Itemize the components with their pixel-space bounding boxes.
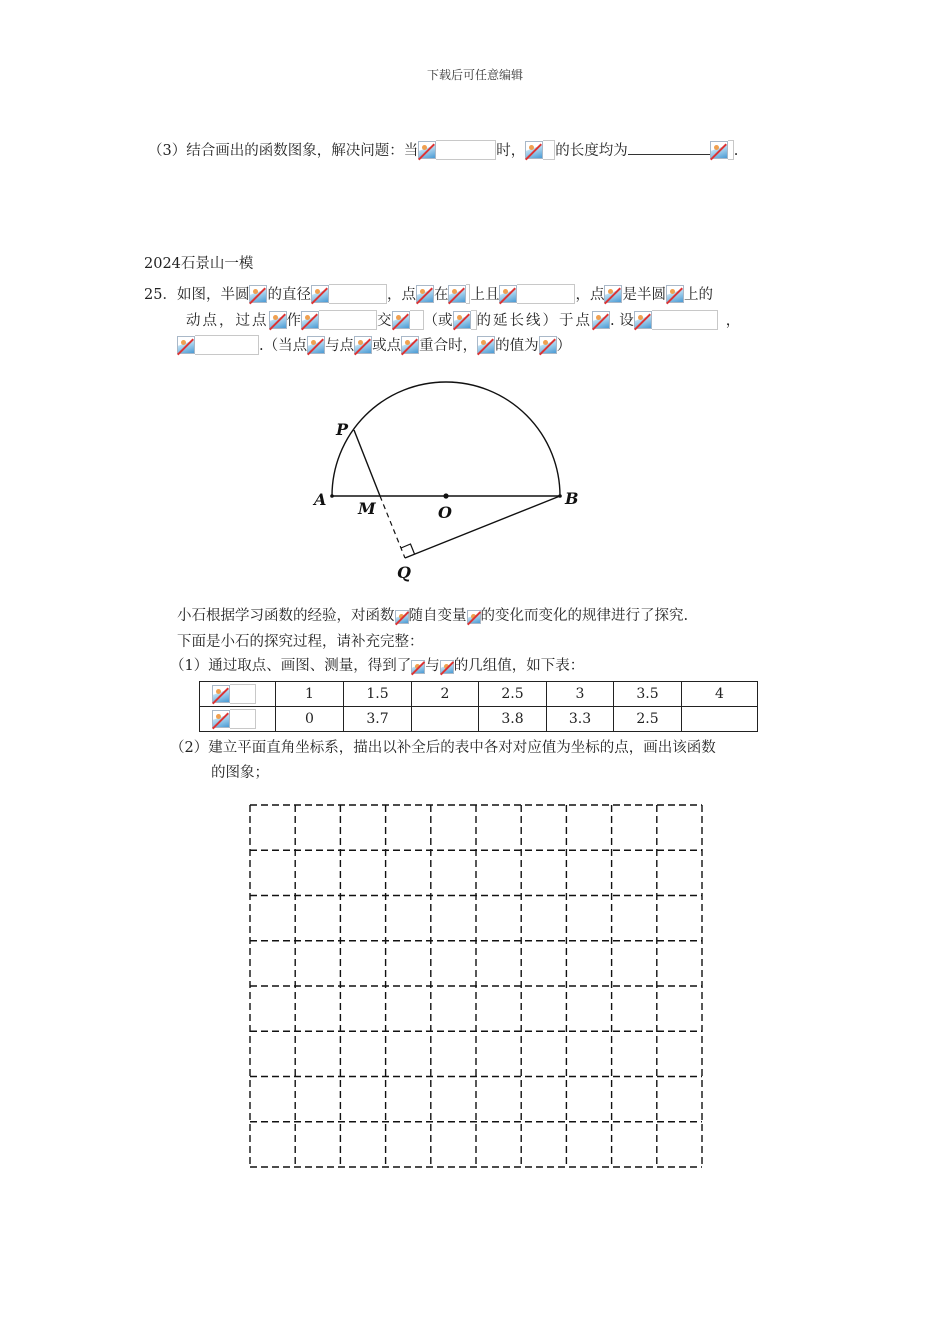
point-B (558, 494, 562, 498)
broken-image-icon (269, 311, 287, 329)
text: . 设 (610, 313, 634, 329)
broken-image-icon (440, 660, 454, 674)
broken-image-icon (416, 285, 434, 303)
broken-image-icon (525, 141, 543, 159)
table-cell: 4 (682, 682, 758, 707)
table-cell: 3 (547, 682, 614, 707)
broken-image-icon (411, 660, 425, 674)
broken-image-icon (666, 285, 684, 303)
label-A: A (314, 490, 327, 509)
text: 在 (433, 287, 449, 303)
text: 的直径 (267, 287, 311, 303)
problem-line-1 (144, 284, 713, 305)
text: .（当点 (259, 338, 308, 354)
table-cell: 1 (276, 682, 344, 707)
text: 重合时， (419, 338, 478, 354)
table-cell: 1.5 (344, 682, 412, 707)
broken-image-icon (467, 610, 481, 624)
table-row (200, 682, 758, 707)
right-angle-mark (401, 544, 415, 554)
segment-QB (405, 496, 560, 558)
text: 小石根据学习函数的经验，对函数 (177, 608, 395, 624)
q3-end: . (733, 143, 739, 159)
text: （1）通过取点、画图、测量，得到了 (170, 658, 412, 674)
formula-placeholder (195, 335, 259, 355)
dashed-grid (248, 803, 704, 1169)
text: 与点 (325, 338, 355, 354)
row-header-cell (200, 682, 276, 707)
broken-image-icon (604, 285, 622, 303)
answer-blank (628, 140, 710, 155)
semicircle-figure (300, 375, 600, 590)
formula-placeholder (543, 140, 555, 160)
broken-image-icon (453, 311, 471, 329)
text: 的延长线）于点 (476, 313, 592, 329)
table-cell (682, 707, 758, 732)
text: ） (556, 338, 572, 354)
broken-image-icon (710, 141, 728, 159)
text: 作 (286, 313, 301, 329)
point-A (330, 494, 334, 498)
question-3-line (148, 140, 738, 161)
text: 的变化而变化的规律进行了探究. (480, 608, 689, 624)
text: 的值为 (495, 338, 539, 354)
text: ， (725, 313, 741, 329)
q3-text: （3）结合画出的函数图象，解决问题：当 (148, 143, 419, 159)
table-cell: 3.7 (344, 707, 412, 732)
table-cell: 3.8 (479, 707, 547, 732)
page-header: 下载后可任意编辑 (426, 68, 523, 82)
q3-text-b: 时， (496, 143, 526, 159)
table-cell: 0 (276, 707, 344, 732)
label-Q: Q (397, 563, 411, 582)
table-cell: 2.5 (614, 707, 682, 732)
table-cell (412, 707, 479, 732)
formula-placeholder (230, 709, 256, 729)
explore-line-2: 下面是小石的探究过程，请补充完整： (177, 634, 424, 650)
values-table (199, 681, 758, 732)
broken-image-icon (301, 311, 319, 329)
text: 交 (377, 313, 392, 329)
broken-image-icon (212, 710, 230, 728)
explore-line-1 (177, 606, 688, 626)
text: 的几组值，如下表： (453, 658, 585, 674)
semicircle-arc (332, 382, 560, 496)
label-M: M (358, 499, 376, 518)
broken-image-icon (392, 311, 410, 329)
text: （或 (423, 313, 453, 329)
step2-line-1: （2）建立平面直角坐标系，描出以补全后的表中各对对应值为坐标的点，画出该函数 (170, 740, 716, 756)
text: 如图，半圆 (176, 287, 250, 303)
broken-image-icon (448, 285, 466, 303)
broken-image-icon (499, 285, 517, 303)
problem-line-2 (186, 310, 740, 331)
table-cell: 2.5 (479, 682, 547, 707)
broken-image-icon (249, 285, 267, 303)
segment-PM (354, 430, 380, 496)
broken-image-icon (395, 610, 409, 624)
text: 与 (425, 658, 440, 674)
source-label: 2024石景山一模 (144, 256, 254, 272)
formula-placeholder (652, 310, 718, 330)
broken-image-icon (539, 336, 557, 354)
broken-image-icon (212, 685, 230, 703)
text: ，点 (386, 287, 416, 303)
text: 是半圆 (622, 287, 666, 303)
text: ，点 (575, 287, 605, 303)
segment-MQ-dashed (380, 496, 405, 558)
problem-line-3 (177, 335, 571, 356)
formula-placeholder (436, 140, 496, 160)
text: 上的 (683, 287, 713, 303)
label-P: P (336, 420, 349, 439)
broken-image-icon (311, 285, 329, 303)
q3-text-c: 的长度均为 (555, 143, 628, 159)
broken-image-icon (354, 336, 372, 354)
formula-placeholder (410, 310, 424, 330)
formula-placeholder (319, 310, 377, 330)
broken-image-icon (307, 336, 325, 354)
center-point-O (443, 493, 448, 498)
text: 动点，过点 (186, 313, 269, 329)
broken-image-icon (634, 311, 652, 329)
broken-image-icon (477, 336, 495, 354)
step2-line-2: 的图象； (211, 765, 269, 781)
formula-placeholder (230, 684, 256, 704)
label-B: B (565, 489, 579, 508)
text: 或点 (372, 338, 402, 354)
broken-image-icon (401, 336, 419, 354)
formula-placeholder (517, 284, 575, 304)
broken-image-icon (418, 141, 436, 159)
formula-placeholder (329, 284, 387, 304)
problem-number: 25． (144, 287, 177, 303)
table-row (200, 707, 758, 732)
table-cell: 3.3 (547, 707, 614, 732)
label-O: O (438, 503, 452, 522)
text: 上且 (470, 287, 500, 303)
text: 随自变量 (408, 608, 467, 624)
row-header-cell (200, 707, 276, 732)
broken-image-icon (177, 336, 195, 354)
explore-line-3 (170, 656, 584, 676)
table-cell: 2 (412, 682, 479, 707)
table-cell: 3.5 (614, 682, 682, 707)
broken-image-icon (592, 311, 610, 329)
